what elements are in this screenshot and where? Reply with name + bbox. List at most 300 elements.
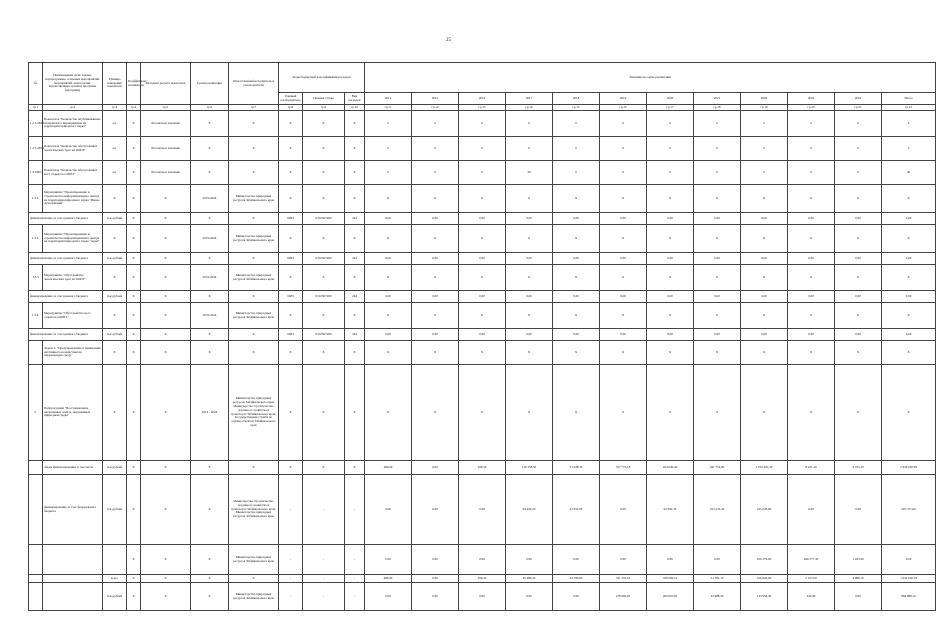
row-value: X [459, 225, 506, 253]
row-unit: тыс.рублей [103, 329, 127, 341]
row-value: 0 [553, 137, 600, 161]
row-name: Показатель "Количество обустроенных экологических троп на ООПТ" [43, 137, 103, 161]
row-section: X [303, 111, 345, 137]
row-value: 92 092,30 [647, 475, 694, 545]
row-coef: X [127, 475, 141, 545]
row-value: 0 [506, 111, 553, 137]
table-row [29, 111, 936, 137]
row-value: 0 [365, 161, 412, 185]
row-deadline: X [191, 161, 229, 185]
row-value: X [741, 341, 788, 365]
row-value: 0 [412, 161, 459, 185]
row-value: 0,00 [553, 291, 600, 303]
row-main-admin: X [279, 341, 303, 365]
row-value: 0 [647, 111, 694, 137]
row-value: 0,00 [459, 213, 506, 225]
row-kind: X [345, 137, 365, 161]
row-value: X [694, 185, 741, 213]
row-unit: тыс.рублей [103, 583, 127, 611]
row-main-admin: - [279, 575, 303, 583]
row-executor: X [229, 575, 279, 583]
row-executor: Министерство природных ресурсов Забайкальского края [229, 185, 279, 213]
row-value: 0,00 [553, 213, 600, 225]
row-method: абсолютное значение [141, 161, 191, 185]
row-value: 0,00 [647, 545, 694, 575]
row-value: X [882, 303, 936, 329]
row-unit: X [103, 185, 127, 213]
column-number: гр.13 [459, 105, 506, 111]
row-value: 480,00 [365, 575, 412, 583]
row-value: 0,00 [835, 291, 882, 303]
row-number: 1.3.1. [29, 185, 43, 213]
row-value: X [459, 265, 506, 291]
row-method: абсолютное значение [141, 111, 191, 137]
row-value: 0,00 [553, 583, 600, 611]
row-value: 1 019 201,30 [741, 461, 788, 475]
column-number: гр.10 [345, 105, 365, 111]
row-value: 0,00 [694, 213, 741, 225]
row-value: X [412, 341, 459, 365]
row-deadline: 2019-2024 [191, 303, 229, 329]
row-value: X [647, 265, 694, 291]
row-value: X [835, 341, 882, 365]
row-main-admin: 0483 [279, 213, 303, 225]
row-value: 0,00 [835, 475, 882, 545]
row-value: X [365, 303, 412, 329]
row-value: 0,00 [365, 213, 412, 225]
row-name: финансирование за счет краевого бюджета [29, 329, 103, 341]
row-value: X [553, 225, 600, 253]
header-year: Итого [882, 93, 936, 105]
row-value: 424 049,40 [647, 461, 694, 475]
row-method: X [141, 329, 191, 341]
row-value: 478 994,00 [600, 583, 647, 611]
header-method: Методика расчета показателя [141, 63, 191, 105]
row-unit: тыс.рублей [103, 461, 127, 475]
row-deadline: X [191, 329, 229, 341]
row-number [29, 575, 43, 583]
row-value: 0,00 [553, 253, 600, 265]
row-value: 193 276,30 [694, 475, 741, 545]
row-main-admin: X [279, 225, 303, 253]
row-value: 0,00 [788, 253, 835, 265]
row-value: 0 [741, 111, 788, 137]
row-method: X [141, 291, 191, 303]
row-value: 884 888,10 [882, 583, 936, 611]
row-value: X [459, 303, 506, 329]
row-unit: тыс.рублей [103, 475, 127, 545]
row-method: X [141, 461, 191, 475]
row-value: X [694, 265, 741, 291]
row-coef: X [127, 137, 141, 161]
row-main-admin: X [279, 265, 303, 291]
row-value: X [835, 303, 882, 329]
row-value: 0,00 [365, 291, 412, 303]
row-value: 0,00 [600, 329, 647, 341]
row-main-admin: 0483 [279, 291, 303, 303]
row-value: 0,00 [835, 583, 882, 611]
row-section: - [303, 575, 345, 583]
row-value: 0,00 [882, 253, 936, 265]
row-value: X [788, 303, 835, 329]
row-coef: X [127, 365, 141, 461]
row-value: 209,50 [459, 461, 506, 475]
header-year: 2021 [694, 93, 741, 105]
row-coef: X [127, 225, 141, 253]
row-name [43, 575, 103, 583]
row-value: 0,00 [694, 291, 741, 303]
row-value: X [788, 365, 835, 461]
row-value: 0,00 [365, 253, 412, 265]
row-value: X [459, 365, 506, 461]
row-value: 0 [788, 137, 835, 161]
row-kind: - [345, 545, 365, 575]
row-value: X [553, 265, 600, 291]
row-value: 8 431,20 [788, 461, 835, 475]
row-name [43, 545, 103, 575]
row-value: X [647, 225, 694, 253]
row-value: 0,00 [506, 213, 553, 225]
row-deadline: 2014 - 2024 [191, 365, 229, 461]
row-coef: X [127, 329, 141, 341]
row-value: X [835, 225, 882, 253]
row-section: 0310307200 [303, 291, 345, 303]
row-value: X [647, 341, 694, 365]
row-value: 0,00 [788, 329, 835, 341]
header-kind: Вид расходов [345, 93, 365, 105]
row-value: X [506, 185, 553, 213]
row-value: 0,00 [835, 253, 882, 265]
row-value: 40 [882, 161, 936, 185]
row-name: Задача 2. "Предупреждение и ликвидация негативного воздействия на окружающую среду" [43, 341, 103, 365]
row-section: 0310307200 [303, 213, 345, 225]
row-value: 0,00 [412, 545, 459, 575]
row-section: - [303, 545, 345, 575]
row-kind: X [345, 365, 365, 461]
row-name: Показатель "Количество обустроенных мест отдыха на ООПТ" [43, 161, 103, 185]
row-value: 339 909,10 [647, 575, 694, 583]
row-value: 0,00 [882, 329, 936, 341]
row-unit: тыс.рублей [103, 291, 127, 303]
header-year: 2014 [365, 93, 412, 105]
row-value: 0 [694, 137, 741, 161]
row-value: 0,00 [694, 253, 741, 265]
row-value: X [741, 265, 788, 291]
row-section: X [303, 137, 345, 161]
row-value: X [835, 265, 882, 291]
row-method: X [141, 475, 191, 545]
column-number: гр.17 [647, 105, 694, 111]
row-value: 0 [412, 137, 459, 161]
row-value: 0,00 [882, 545, 936, 575]
header-executor: Ответственный исполнитель и соисполнители [229, 63, 279, 105]
row-section: X [303, 225, 345, 253]
row-value: 0 [600, 137, 647, 161]
row-value: 0,00 [412, 575, 459, 583]
row-value: 0 [647, 161, 694, 185]
row-value: 0,00 [647, 291, 694, 303]
row-value: 0 [553, 111, 600, 137]
row-value: 0,00 [647, 329, 694, 341]
row-value: 0,00 [365, 475, 412, 545]
row-value: 0 [459, 161, 506, 185]
row-main-admin: - [279, 545, 303, 575]
row-value: X [506, 341, 553, 365]
header-year: 2020 [647, 93, 694, 105]
row-number: 1.2.3.2МО [29, 111, 43, 137]
row-value: 0,00 [741, 213, 788, 225]
row-value: X [788, 185, 835, 213]
row-main-admin: X [279, 461, 303, 475]
header-year: 2015 [412, 93, 459, 105]
table-row [29, 213, 936, 225]
header-year: 2018 [553, 93, 600, 105]
row-coef: X [127, 545, 141, 575]
row-method: X [141, 185, 191, 213]
row-value: 0,00 [741, 329, 788, 341]
row-deadline: X [191, 213, 229, 225]
row-value: X [741, 185, 788, 213]
row-value: 0,00 [459, 583, 506, 611]
row-number: 1.3.1. [29, 225, 43, 253]
row-value: 0,00 [835, 213, 882, 225]
row-coef: X [127, 575, 141, 583]
row-value: X [600, 225, 647, 253]
row-section: X [303, 365, 345, 461]
table-row [29, 185, 936, 213]
row-value: 0,00 [365, 583, 412, 611]
row-value: X [788, 341, 835, 365]
row-value: 0,00 [788, 291, 835, 303]
table-row [29, 475, 936, 545]
table-row [29, 329, 936, 341]
row-number [29, 461, 43, 475]
row-deadline: X [191, 253, 229, 265]
row-value: X [600, 185, 647, 213]
row-executor: X [229, 329, 279, 341]
row-method: X [141, 303, 191, 329]
row-unit: X [103, 303, 127, 329]
column-number: гр.14 [506, 105, 553, 111]
row-unit: ед. [103, 137, 127, 161]
row-value: X [412, 265, 459, 291]
column-number: гр.22 [882, 105, 936, 111]
table-row [29, 137, 936, 161]
row-kind: 244 [345, 253, 365, 265]
row-value: X [600, 365, 647, 461]
row-value: X [365, 365, 412, 461]
row-section: - [303, 583, 345, 611]
row-value: 0 [882, 111, 936, 137]
row-value: 441 753,00 [694, 461, 741, 475]
row-method: X [141, 575, 191, 583]
row-number [29, 583, 43, 611]
header-year: 2019 [600, 93, 647, 105]
row-value: 0,00 [741, 291, 788, 303]
row-method: X [141, 265, 191, 291]
column-number: гр.2 [43, 105, 103, 111]
row-value: 33 988,20 [694, 583, 741, 611]
row-number: 1.3.2МО [29, 161, 43, 185]
row-value: X [506, 365, 553, 461]
row-value: X [835, 365, 882, 461]
row-value: 26 489,30 [506, 575, 553, 583]
row-deadline: X [191, 461, 229, 475]
row-value: 0 [553, 161, 600, 185]
row-value: 0 [835, 161, 882, 185]
row-number [29, 475, 43, 545]
row-value: 0,00 [882, 213, 936, 225]
row-value: 0,00 [459, 253, 506, 265]
row-kind: - [345, 475, 365, 545]
row-executor: X [229, 213, 279, 225]
row-executor: Министерство природных ресурсов Забайкальского края [229, 545, 279, 575]
column-number: гр.5 [141, 105, 191, 111]
column-number: гр.7 [229, 105, 279, 111]
row-value: 0,00 [412, 291, 459, 303]
row-main-admin: X [279, 111, 303, 137]
row-deadline: X [191, 137, 229, 161]
row-value: X [553, 303, 600, 329]
row-method: X [141, 253, 191, 265]
row-value: X [882, 365, 936, 461]
column-number: гр.16 [600, 105, 647, 111]
row-value: X [506, 303, 553, 329]
row-value: 0,00 [506, 329, 553, 341]
row-value: 0 [412, 111, 459, 137]
column-number: гр.11 [365, 105, 412, 111]
row-method: X [141, 341, 191, 365]
header-year: 2024 [835, 93, 882, 105]
row-value: 0,00 [506, 291, 553, 303]
row-value: 0,00 [365, 545, 412, 575]
row-value: 0,00 [506, 253, 553, 265]
row-kind: X [345, 225, 365, 253]
row-deadline: X [191, 575, 229, 583]
header-values-group: Значения по годам реализации [365, 63, 936, 93]
row-method: X [141, 365, 191, 461]
row-value: X [741, 303, 788, 329]
row-executor: Министерство природных ресурсов Забайкальского края [229, 303, 279, 329]
row-name: Мероприятие "Обустройство экологических троп на ООПТ" [43, 265, 103, 291]
row-method: абсолютное значение [141, 137, 191, 161]
row-value: 0,00 [412, 213, 459, 225]
table-row [29, 365, 936, 461]
row-value: 143 956,30 [741, 583, 788, 611]
row-kind: X [345, 265, 365, 291]
row-value: 4 763,10 [835, 461, 882, 475]
row-kind: - [345, 583, 365, 611]
header-budget-group: Коды бюджетной классификации расходов [279, 63, 365, 93]
column-number: гр.21 [835, 105, 882, 111]
row-unit: X [103, 265, 127, 291]
row-method: X [141, 583, 191, 611]
row-value: 0 [365, 137, 412, 161]
column-number: гр.12 [412, 105, 459, 111]
row-value: 51 581,10 [694, 575, 741, 583]
row-value: X [506, 225, 553, 253]
row-value: 22 952,00 [553, 475, 600, 545]
row-value: 0,00 [600, 213, 647, 225]
row-value: 0,00 [741, 253, 788, 265]
row-unit: ед. [103, 161, 127, 185]
header-no: № [29, 63, 43, 105]
row-value: 0 [694, 111, 741, 137]
row-value: 0 [741, 137, 788, 161]
row-value: 0 [835, 111, 882, 137]
row-executor: Министерство природных ресурсов Забайкальского края [229, 225, 279, 253]
row-coef: X [127, 461, 141, 475]
row-number: 1.3.4. [29, 303, 43, 329]
row-deadline: 2019-2024 [191, 225, 229, 253]
row-value: X [365, 341, 412, 365]
column-number: гр.20 [788, 105, 835, 111]
row-section: X [303, 341, 345, 365]
row-coef: X [127, 185, 141, 213]
row-value: 0 [365, 111, 412, 137]
row-value: X [647, 365, 694, 461]
row-executor: X [229, 137, 279, 161]
row-method: X [141, 213, 191, 225]
row-value: X [412, 365, 459, 461]
row-section: X [303, 265, 345, 291]
row-value: X [365, 185, 412, 213]
header-year: 2023 [788, 93, 835, 105]
column-number: гр.3 [103, 105, 127, 111]
row-executor: X [229, 461, 279, 475]
row-value: 0,00 [600, 475, 647, 545]
row-value: X [553, 341, 600, 365]
row-value: 94 024,20 [506, 475, 553, 545]
row-value: X [882, 265, 936, 291]
row-value: X [412, 185, 459, 213]
row-name: Подпрограмма "Восстановление нарушенных земель, нарушенных природной среды" [43, 365, 103, 461]
table-row [29, 161, 936, 185]
row-name: финансирование за счет федерального бюджета [43, 475, 103, 545]
row-value: X [694, 341, 741, 365]
header-section: Целевая статья [303, 93, 345, 105]
header-main-admin: Главный распорядитель [279, 93, 303, 105]
row-executor: X [229, 341, 279, 365]
row-number: 2. [29, 365, 43, 461]
column-number: гр.18 [694, 105, 741, 111]
row-section: 0310307200 [303, 253, 345, 265]
row-name: Мероприятие "Проектирование и строительство информационного центра на территории природного парка "Ивано-Арахлейский" [43, 185, 103, 213]
row-value: X [459, 341, 506, 365]
row-coef: X [127, 291, 141, 303]
row-name: Мероприятие "Обустройство мест отдыха на ООПТ" [43, 303, 103, 329]
row-kind: X [345, 161, 365, 185]
row-value: 0,00 [600, 253, 647, 265]
row-value: 0 [788, 161, 835, 185]
row-main-admin: X [279, 365, 303, 461]
row-value: 331 555,91 [600, 575, 647, 583]
row-deadline: X [191, 111, 229, 137]
table-row [29, 265, 936, 291]
row-value: X [741, 365, 788, 461]
row-name: финансирование за счет краевого бюджета [29, 253, 103, 265]
row-value: 269 697,00 [647, 583, 694, 611]
row-value: X [412, 225, 459, 253]
row-main-admin: X [279, 303, 303, 329]
row-section: X [303, 461, 345, 475]
row-value: 0,00 [553, 329, 600, 341]
row-name [43, 583, 103, 611]
row-value: 4 988,10 [835, 575, 882, 583]
row-value: 0,00 [412, 253, 459, 265]
row-main-admin: 0483 [279, 253, 303, 265]
row-value: 3 [882, 137, 936, 161]
